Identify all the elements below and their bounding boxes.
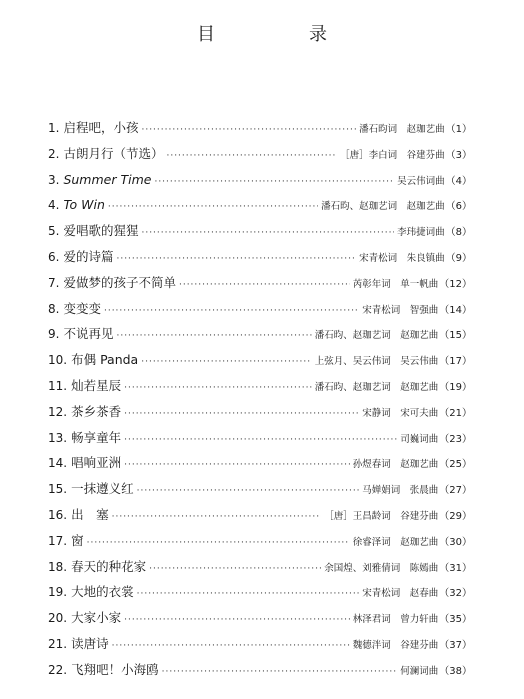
entry-credits: 潘石昀词 赵珈艺曲 [359,124,445,135]
entry-number: 1. [48,121,60,135]
entry-number: 14. [48,456,68,471]
toc-entry[interactable] [48,167,472,193]
entry-page: （38） [439,665,472,677]
entry-number: 22. [48,662,68,677]
entry-number: 6. [48,249,60,264]
toc-entry[interactable] [48,425,472,451]
dot-leader [166,144,337,170]
toc-entry[interactable] [48,218,472,244]
entry-title: 不说再见 [63,326,114,342]
entry-credits: 魏德泮词 谷建芬曲 [352,639,439,651]
toc-entry[interactable] [48,192,472,218]
entry-page: （37） [439,639,472,651]
entry-credits: 芮彰年词 单一帆曲 [352,278,439,290]
entry-credits: 宋静词 宋可夫曲 [362,407,439,419]
entry-credits: 孙煜春词 赵珈艺曲 [352,459,439,471]
entry-page: （15） [439,330,472,342]
dot-leader [137,479,360,505]
toc-entry[interactable] [48,579,472,605]
entry-credits: 潘石昀、赵珈艺词 赵珈艺曲 [314,330,439,342]
entry-number: 15. [48,482,68,497]
entry-page: （17） [439,356,472,368]
entry-title: 大地的衣裳 [71,584,134,600]
dot-leader [124,608,350,634]
entry-title: 灿若星辰 [71,377,122,393]
entry-credits: 潘石昀、赵珈艺词 赵珈艺曲 [314,381,439,393]
dot-leader [108,195,318,221]
dot-leader [137,582,360,608]
toc-entry[interactable] [48,373,472,399]
toc-entry[interactable] [48,141,472,167]
entry-number: 12. [48,404,68,419]
entry-page: （21） [439,407,472,419]
entry-credits: 上弦月、吴云伟词 吴云伟曲 [314,356,439,368]
entry-number: 7. [48,275,60,290]
entry-title: 唱响亚洲 [71,455,122,471]
entry-number: 3. [48,172,60,187]
dot-leader [154,170,394,196]
entry-title: 爱的诗篇 [63,248,114,264]
entry-credits: ［唐］王昌龄词 谷建芬曲 [324,510,439,522]
dot-leader [112,505,322,531]
toc-entry[interactable] [48,605,472,631]
toc-entry[interactable] [48,347,472,373]
toc-entry[interactable] [48,270,472,296]
entry-title: 一抹遵义红 [71,481,134,497]
dot-leader [124,428,397,454]
entry-page: （30） [439,536,472,548]
dot-leader [141,118,356,144]
entry-title: 爱唱歌的猩猩 [63,223,139,239]
toc-entry[interactable] [48,528,472,554]
entry-number: 8. [48,301,60,316]
entry-page: （12） [439,278,472,290]
dot-leader [149,557,321,583]
entry-title: 变变变 [63,300,101,316]
toc-entry[interactable] [48,321,472,347]
toc-list [48,115,472,683]
entry-credits: 潘石昀、赵珈艺词 赵珈艺曲 [321,201,445,213]
entry-page: （27） [439,485,472,497]
entry-number: 16. [48,507,68,522]
entry-page: （6） [445,201,472,213]
entry-title: 茶乡茶香 [71,403,122,419]
entry-credits: 徐睿泽词 赵珈艺曲 [352,536,439,548]
entry-title: Summer Time [63,171,152,187]
entry-number: 21. [48,636,68,651]
entry-credits: 宋青松词 赵春曲 [362,588,439,600]
entry-page: （23） [439,433,472,445]
entry-page: （14） [439,304,472,316]
dot-leader [141,221,394,247]
entry-credits: ［唐］李白词 谷建芬曲 [340,149,445,161]
entry-page: （8） [445,227,472,239]
dot-leader [124,453,350,479]
entry-title: 布偶 Panda [71,352,139,368]
entry-number: 18. [48,559,68,574]
entry-page: （19） [439,381,472,393]
entry-credits: 余国煌、刘雅倩词 陈嫣曲 [324,562,439,574]
entry-number: 2. [48,146,60,161]
dot-leader [162,660,398,686]
entry-page: （29） [439,510,472,522]
entry-title: 古朗月行（节选） [63,145,164,161]
toc-entry[interactable] [48,502,472,528]
entry-credits: 何澜词曲 [400,665,439,677]
entry-title: 爱做梦的孩子不简单 [63,274,176,290]
entry-title: 出 塞 [71,506,109,522]
toc-entry[interactable] [48,399,472,425]
toc-entry[interactable] [48,296,472,322]
toc-entry[interactable] [48,631,472,657]
dot-leader [116,324,311,350]
entry-page: （35） [439,614,472,626]
toc-entry[interactable] [48,244,472,270]
entry-title: 大家小家 [71,610,122,626]
entry-number: 9. [48,327,60,342]
dot-leader [124,376,312,402]
entry-title: 启程吧，小孩 [63,120,139,135]
entry-page: （1） [445,124,472,135]
entry-title: 畅享童年 [71,429,122,445]
entry-number: 11. [48,378,68,393]
dot-leader [141,350,312,376]
entry-title: 春天的种花家 [71,558,147,574]
entry-title: 飞翔吧！小海鸥 [71,661,159,677]
entry-page: （3） [445,149,472,161]
entry-title: To Win [63,197,105,213]
entry-number: 4. [48,198,60,213]
entry-page: （25） [439,459,472,471]
entry-number: 20. [48,611,68,626]
entry-credits: 林泽君词 曾力轩曲 [352,614,439,626]
entry-number: 19. [48,585,68,600]
entry-title: 读唐诗 [71,635,109,651]
toc-entry[interactable] [48,476,472,502]
entry-credits: 宋青松词 智强曲 [362,304,439,316]
entry-page: （31） [439,562,472,574]
entry-credits: 马婵娟词 张晨曲 [362,485,439,497]
page-title: 目 录 [197,24,365,45]
dot-leader [179,273,350,299]
dot-leader [104,299,359,325]
entry-number: 17. [48,533,68,548]
entry-credits: 宋青松词 朱良镇曲 [359,252,445,264]
toc-entry[interactable] [48,657,472,683]
entry-title: 窗 [71,532,84,548]
dot-leader [124,402,359,428]
entry-credits: 司巍词曲 [400,433,439,445]
entry-page: （32） [439,588,472,600]
toc-entry[interactable] [48,554,472,580]
entry-credits: 李玮捷词曲 [397,227,445,239]
entry-page: （9） [445,252,472,264]
entry-number: 5. [48,224,60,239]
entry-page: （4） [445,175,472,187]
entry-number: 13. [48,430,68,445]
toc-entry[interactable] [48,115,472,141]
toc-entry[interactable] [48,450,472,476]
entry-number: 10. [48,353,68,368]
entry-credits: 吴云伟词曲 [397,175,445,187]
